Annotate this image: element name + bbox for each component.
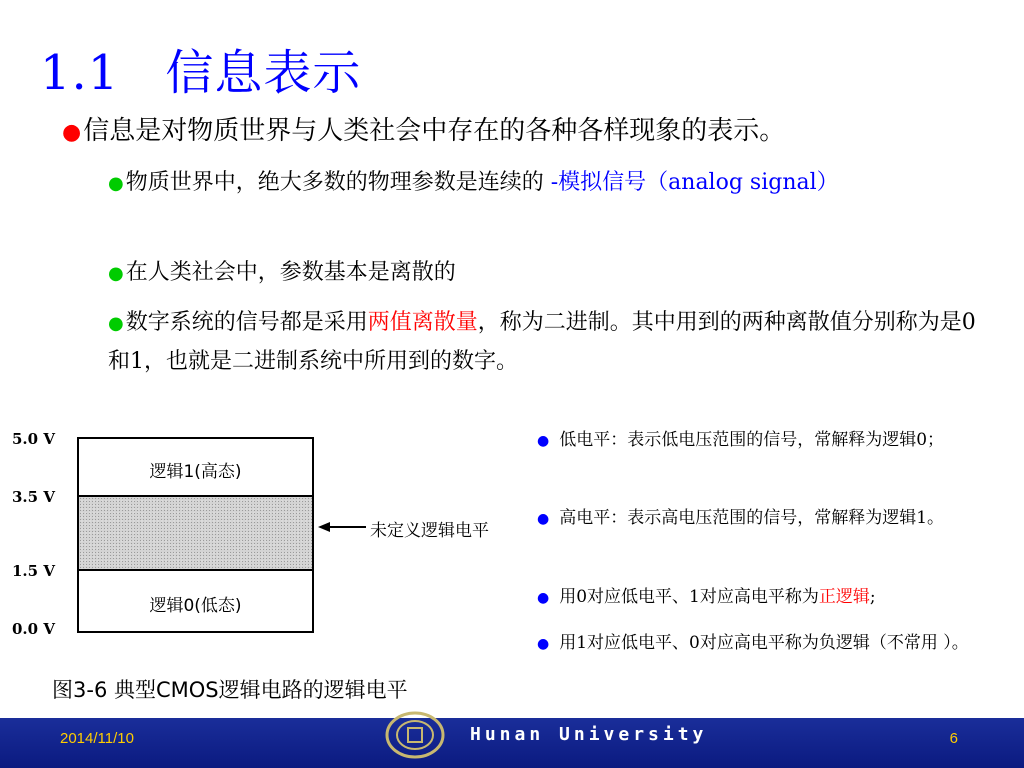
main-bullet-text: 信息是对物质世界与人类社会中存在的各种各样现象的表示。 [83, 116, 786, 146]
footer-bar [0, 718, 1024, 768]
footer-university: Hunan University [470, 724, 708, 745]
blue-bullet-icon: ● [537, 433, 550, 449]
voltage-label-5v: 5.0 V [12, 430, 55, 448]
sub-bullet-analog [108, 164, 988, 203]
footer-date: 2014/11/10 [60, 730, 134, 747]
note-low-level [537, 426, 1007, 455]
green-bullet-icon: ● [108, 313, 124, 334]
note-positive-logic [537, 583, 1007, 612]
sub-bullet-text: 数字系统的信号都是采用 [125, 310, 368, 335]
voltage-label-0v: 0.0 V [12, 620, 55, 638]
note-high-level [537, 504, 1007, 533]
title-number: 1.1 [40, 45, 120, 101]
analog-signal-highlight: -模拟信号（analog signal） [550, 170, 839, 195]
title-text: 信息表示 [165, 45, 362, 101]
undefined-region [77, 495, 314, 571]
green-bullet-icon: ● [108, 173, 124, 194]
note-text: 用0对应低电平、1对应高电平称为 [559, 587, 819, 607]
undefined-level-label: 未定义逻辑电平 [370, 521, 489, 541]
sub-bullet-discrete [108, 254, 988, 293]
note-text: 低电平：表示低电压范围的信号，常解释为逻辑0； [559, 430, 945, 450]
note-text: 高电平：表示高电压范围的信号，常解释为逻辑1。 [559, 508, 945, 528]
sub-bullet-text-tail: ，称为二进制。其中用到的两种离散值分别称为是0和1，也就是二进制系统中所用到的数字。 [108, 310, 976, 374]
blue-bullet-icon: ● [537, 636, 550, 652]
red-bullet-icon: ● [62, 120, 82, 145]
note-text: 用1对应低电平、0对应高电平称为负逻辑（不常用 ）。 [559, 633, 969, 653]
logic-high-label: 逻辑1(高态) [149, 462, 242, 482]
note-negative-logic [537, 629, 1007, 658]
blue-bullet-icon: ● [537, 590, 550, 606]
logic-low-region [77, 569, 314, 633]
main-bullet [62, 114, 1012, 150]
sub-bullet-text: 物质世界中，绝大多数的物理参数是连续的 [125, 170, 551, 195]
figure-caption: 图3-6 典型CMOS逻辑电路的逻辑电平 [52, 678, 408, 702]
voltage-label-1v5: 1.5 V [12, 562, 55, 580]
logic-low-label: 逻辑0(低态) [149, 596, 242, 616]
two-value-highlight: 两值离散量 [367, 310, 478, 335]
sub-bullet-text: 在人类社会中，参数基本是离散的 [125, 260, 456, 285]
sub-bullet-binary [108, 304, 988, 381]
university-seal-icon [384, 710, 446, 760]
positive-logic-highlight: 正逻辑 [818, 587, 870, 607]
note-text-tail: ; [869, 587, 876, 607]
footer-page-number: 6 [949, 730, 958, 747]
left-arrow-icon [318, 522, 366, 532]
logic-high-region [77, 437, 314, 497]
slide-title [40, 34, 361, 103]
green-bullet-icon: ● [108, 263, 124, 284]
voltage-label-3v5: 3.5 V [12, 488, 55, 506]
blue-bullet-icon: ● [537, 511, 550, 527]
